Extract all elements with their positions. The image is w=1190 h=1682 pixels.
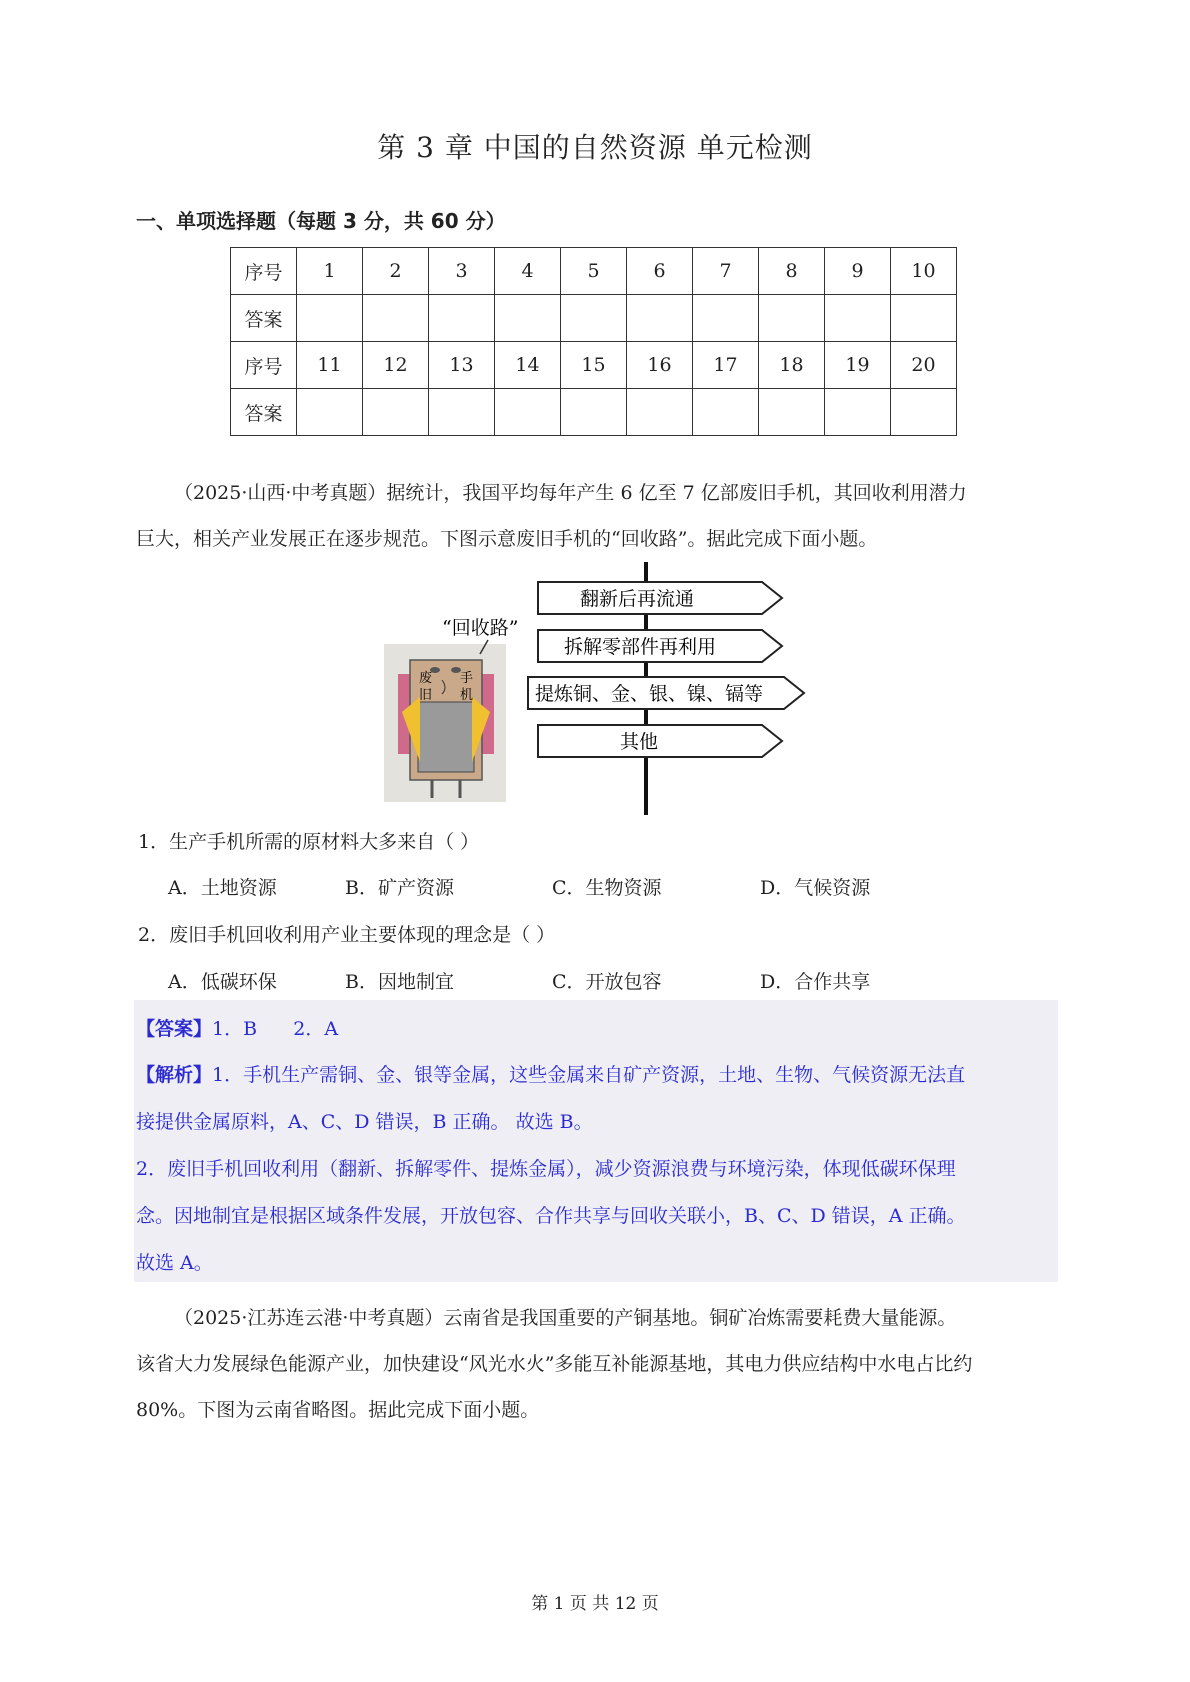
q2-option-a[interactable]: A．低碳环保 xyxy=(168,971,277,993)
analysis-line: 念。因地制宜是根据区域条件发展，开放包容、合作共享与回收关联小，B、C、D 错误，A 正确。 xyxy=(136,1205,966,1227)
row-label: 序号 xyxy=(231,342,297,389)
recycling-road-figure xyxy=(380,562,820,817)
sign-label: 翻新后再流通 xyxy=(580,588,695,610)
table-cell: 11 xyxy=(297,342,363,389)
answer-cell[interactable] xyxy=(627,295,693,342)
passage-2 xyxy=(136,1295,1054,1433)
analysis-line: 故选 A。 xyxy=(136,1252,213,1274)
table-row xyxy=(231,248,957,295)
answer-cell[interactable] xyxy=(297,389,363,436)
table-row xyxy=(231,389,957,436)
passage-line: 80%。下图为云南省略图。据此完成下面小题。 xyxy=(136,1399,540,1421)
q1-option-c[interactable]: C．生物资源 xyxy=(552,877,662,899)
analysis-line xyxy=(136,1060,965,1087)
speech-label: “回收路” xyxy=(442,617,519,639)
answer-cell[interactable] xyxy=(561,295,627,342)
phone-char: 旧 xyxy=(419,688,433,703)
page-footer: 第 1 页 共 12 页 xyxy=(531,1594,659,1614)
q1-option-a[interactable]: A．土地资源 xyxy=(168,877,277,899)
phone-char: 手 xyxy=(460,671,474,686)
answer-cell[interactable] xyxy=(363,389,429,436)
answer-panel xyxy=(134,1000,1058,1282)
passage-line: （2025·江苏连云港·中考真题）云南省是我国重要的产铜基地。铜矿冶炼需要耗费大量能源。 xyxy=(174,1307,957,1329)
table-cell: 5 xyxy=(561,248,627,295)
answer-grid xyxy=(230,247,957,436)
answer-cell[interactable] xyxy=(693,295,759,342)
q1-option-d[interactable]: D．气候资源 xyxy=(760,877,871,899)
row-label: 答案 xyxy=(231,295,297,342)
answer-cell[interactable] xyxy=(561,389,627,436)
answer-cell[interactable] xyxy=(627,389,693,436)
answer-cell[interactable] xyxy=(495,295,561,342)
question-1-stem: 1．生产手机所需的原材料大多来自（ ） xyxy=(138,831,480,853)
table-cell: 1 xyxy=(297,248,363,295)
row-label: 答案 xyxy=(231,389,297,436)
answer-cell[interactable] xyxy=(363,295,429,342)
phone-character-icon xyxy=(398,660,494,798)
table-cell: 20 xyxy=(891,342,957,389)
analysis-text: 1．手机生产需铜、金、银等金属，这些金属来自矿产资源，土地、生物、气候资源无法直 xyxy=(212,1064,966,1086)
table-cell: 14 xyxy=(495,342,561,389)
table-cell: 10 xyxy=(891,248,957,295)
answer-cell[interactable] xyxy=(693,389,759,436)
table-cell: 19 xyxy=(825,342,891,389)
sign-label: 提炼铜、金、银、镍、镉等 xyxy=(535,683,764,705)
sign-arrow xyxy=(538,725,782,757)
table-cell: 16 xyxy=(627,342,693,389)
table-cell: 13 xyxy=(429,342,495,389)
answer-cell[interactable] xyxy=(891,389,957,436)
answer-cell[interactable] xyxy=(297,295,363,342)
table-cell: 17 xyxy=(693,342,759,389)
answer-cell[interactable] xyxy=(825,389,891,436)
section-heading: 一、单项选择题（每题 3 分，共 60 分） xyxy=(136,209,506,233)
table-cell: 4 xyxy=(495,248,561,295)
table-cell: 9 xyxy=(825,248,891,295)
answer-cell[interactable] xyxy=(429,389,495,436)
row-label: 序号 xyxy=(231,248,297,295)
analysis-label: 【解析】 xyxy=(136,1064,213,1086)
table-row xyxy=(231,295,957,342)
q2-option-b[interactable]: B．因地制宜 xyxy=(345,971,454,993)
table-cell: 8 xyxy=(759,248,825,295)
table-cell: 6 xyxy=(627,248,693,295)
table-cell: 18 xyxy=(759,342,825,389)
answer-cell[interactable] xyxy=(429,295,495,342)
answer-cell[interactable] xyxy=(759,295,825,342)
question-2-stem: 2．废旧手机回收利用产业主要体现的理念是（ ） xyxy=(138,924,556,946)
table-cell: 15 xyxy=(561,342,627,389)
table-cell: 2 xyxy=(363,248,429,295)
passage-line: 巨大，相关产业发展正在逐步规范。下图示意废旧手机的“回收路”。据此完成下面小题。 xyxy=(136,528,878,550)
table-cell: 12 xyxy=(363,342,429,389)
passage-line: 该省大力发展绿色能源产业，加快建设“风光水火”多能互补能源基地，其电力供应结构中水电占比约 xyxy=(136,1353,973,1375)
table-cell: 3 xyxy=(429,248,495,295)
answer-cell[interactable] xyxy=(825,295,891,342)
answer-label: 【答案】 xyxy=(136,1018,213,1040)
passage-1 xyxy=(136,470,1054,562)
q1-option-b[interactable]: B．矿产资源 xyxy=(345,877,454,899)
answer-cell[interactable] xyxy=(891,295,957,342)
passage-line: （2025·山西·中考真题）据统计，我国平均每年产生 6 亿至 7 亿部废旧手机，其回收利用潜力 xyxy=(174,482,967,504)
phone-char: 废 xyxy=(419,671,433,686)
analysis-line: 2．废旧手机回收利用（翻新、拆解零件、提炼金属），减少资源浪费与环境污染，体现低碳环保理 xyxy=(136,1158,956,1180)
phone-char: 机 xyxy=(460,688,474,703)
sign-label: 拆解零部件再利用 xyxy=(564,636,717,658)
answer-cell[interactable] xyxy=(759,389,825,436)
q2-option-c[interactable]: C．开放包容 xyxy=(552,971,662,993)
page-title: 第 3 章 中国的自然资源 单元检测 xyxy=(377,131,813,164)
q2-option-d[interactable]: D．合作共享 xyxy=(760,971,871,993)
sign-label: 其他 xyxy=(620,731,659,753)
table-cell: 7 xyxy=(693,248,759,295)
analysis-line: 接提供金属原料，A、C、D 错误，B 正确。 故选 B。 xyxy=(136,1111,593,1133)
answer-line xyxy=(136,1014,338,1041)
answer-cell[interactable] xyxy=(495,389,561,436)
answer-text: 1．B 2．A xyxy=(212,1018,339,1040)
table-row xyxy=(231,342,957,389)
